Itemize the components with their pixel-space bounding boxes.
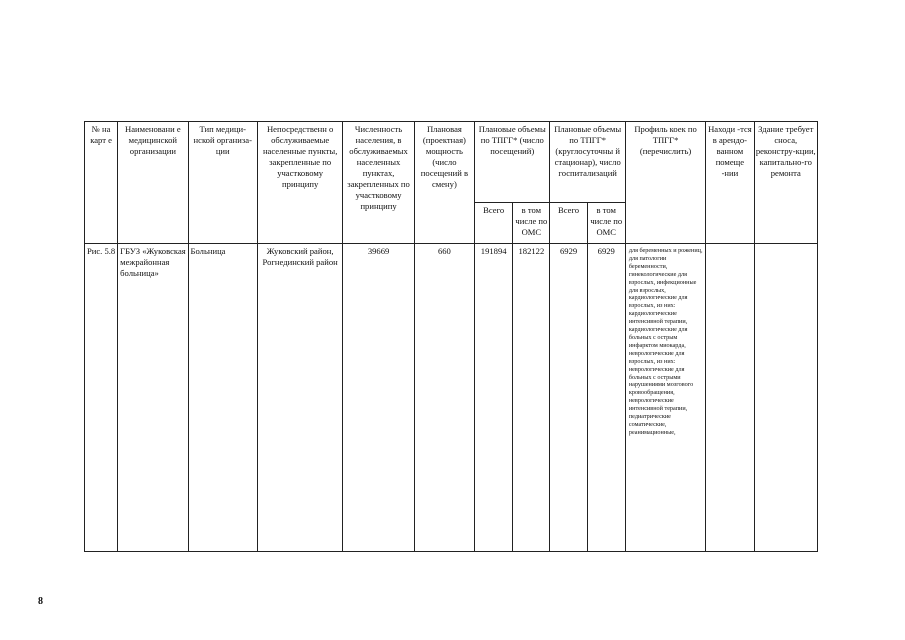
cell-num: Рис. 5.8 [85,244,118,552]
header-name: Наименовани е медицинской организации [118,122,188,244]
cell-visits-oms: 182122 [513,244,550,552]
subheader-visits-total: Всего [475,203,513,244]
header-hospitalizations: Плановые объемы по ТПГГ* (круглосуточны й стационар), число госпитализаций [550,122,625,203]
header-population: Численность населения, в обслуживаемых населенных пунктах, закрепленных по участковому принципу [343,122,414,244]
cell-hosp-oms: 6929 [587,244,625,552]
cell-population: 39669 [343,244,414,552]
header-row [85,122,818,203]
cell-visits-total: 191894 [475,244,513,552]
subheader-visits-oms: в том числе по ОМС [513,203,550,244]
header-profile: Профиль коек по ТПГГ* (перечислить) [625,122,705,244]
header-type: Тип медици-нской организа-ции [188,122,257,244]
subheader-hosp-total: Всего [550,203,587,244]
cell-capacity: 660 [414,244,474,552]
header-visits: Плановые объемы по ТПГГ* (число посещений) [475,122,550,203]
cell-hosp-total: 6929 [550,244,587,552]
cell-name: ГБУЗ «Жуковская межрайонная больница» [118,244,188,552]
header-capacity: Плановая (проектная) мощность (число посещений в смену) [414,122,474,244]
header-num: № на карт е [85,122,118,244]
cell-type: Больница [188,244,257,552]
header-rented: Находи -тся в арендо-ванном помеще -нии [706,122,754,244]
cell-rented [706,244,754,552]
page-number: 8 [38,596,43,607]
subheader-hosp-oms: в том числе по ОМС [587,203,625,244]
header-settlements: Непосредственн о обслуживаемые населенные пункты, закрепленные по участковому принципу [257,122,342,244]
cell-demolition [754,244,817,552]
cell-profile: для беременных и рожениц, для патологии беременности, гинекологические для взрослых, инфекционные для взрослых, кардиологические для взрослых, из них: кардиологические интенсивной терапии, кардиологические для больных с острым инфарктом миокарда, неврологические для взрослых, из них: неврологические для больных с острыми нарушениями мозгового кровообращения, неврологические интенсивной терапии, педиатрические соматические, реанимационные, [625,244,705,552]
table-row [85,244,818,552]
cell-settlements: Жуковский район, Рогнединский район [257,244,342,552]
hospital-table [84,121,818,552]
header-demolition: Здание требует сноса, реконстру-кции, капитально-го ремонта [754,122,817,244]
